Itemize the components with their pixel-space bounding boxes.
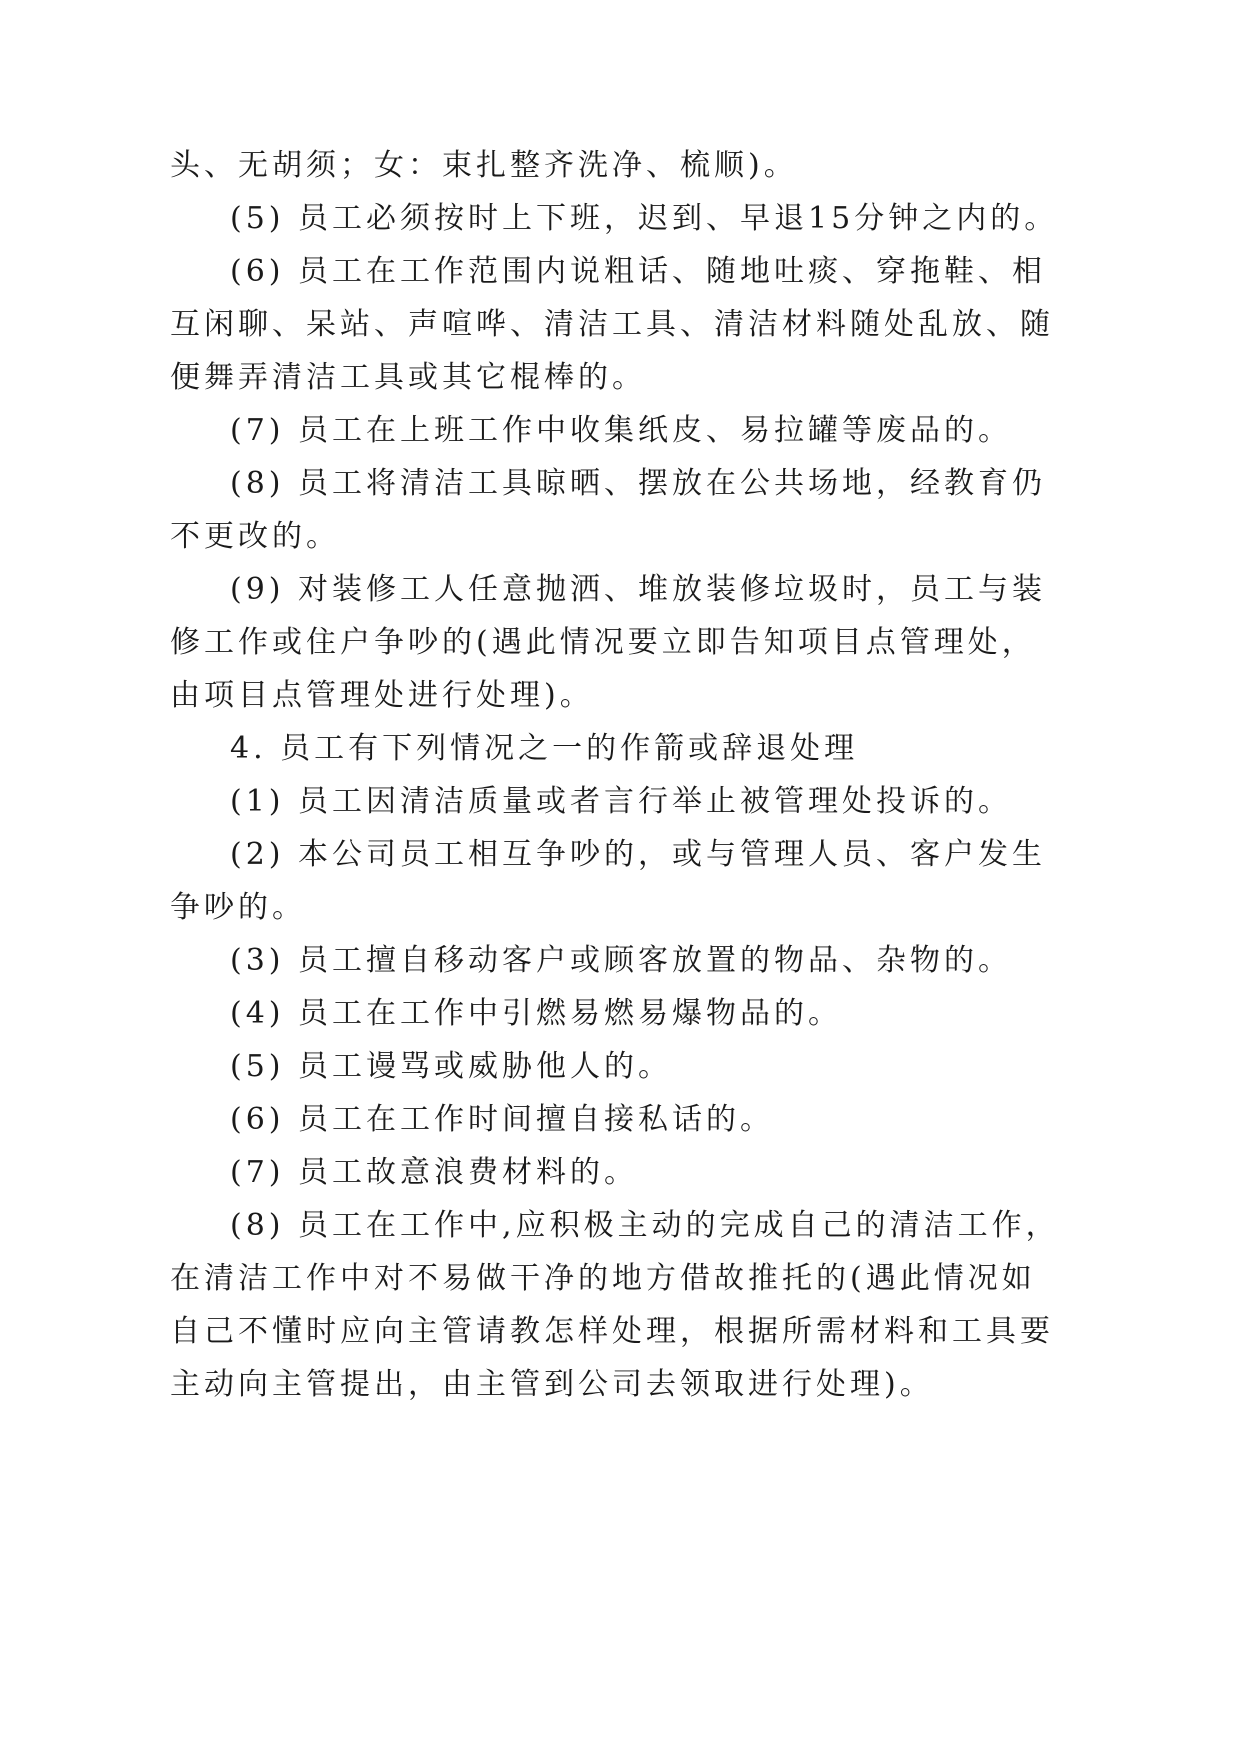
text-line: 修工作或住户争吵的(遇此情况要立即告知项目点管理处， (170, 625, 1036, 660)
text-line: (7) 员工在上班工作中收集纸皮、易拉罐等废品的。 (230, 413, 1013, 448)
text-line: (5) 员工必须按时上下班，迟到、早退15分钟之内的。 (230, 201, 1059, 236)
text-line: (1) 员工因清洁质量或者言行举止被管理处投诉的。 (230, 784, 1013, 819)
text-line: 主动向主管提出，由主管到公司去领取进行处理)。 (170, 1367, 934, 1402)
text-line: (6) 员工在工作时间擅自接私话的。 (230, 1102, 775, 1137)
text-line: (8) 员工将清洁工具晾晒、摆放在公共场地，经教育仍 (230, 466, 1047, 501)
text-line: 互闲聊、呆站、声喧哗、清洁工具、清洁材料随处乱放、随 (170, 307, 1054, 342)
text-line: (4) 员工在工作中引燃易燃易爆物品的。 (230, 996, 843, 1031)
text-line: (8) 员工在工作中,应积极主动的完成自己的清洁工作， (230, 1208, 1060, 1243)
text-line: 争吵的。 (170, 890, 306, 925)
text-line: 头、无胡须；女：束扎整齐洗净、梳顺)。 (170, 148, 798, 183)
text-line: (5) 员工谩骂或威胁他人的。 (230, 1049, 673, 1084)
text-line: 在清洁工作中对不易做干净的地方借故推托的(遇此情况如 (170, 1261, 1036, 1296)
text-line: (3) 员工擅自移动客户或顾客放置的物品、杂物的。 (230, 943, 1013, 978)
text-line: (6) 员工在工作范围内说粗话、随地吐痰、穿拖鞋、相 (230, 254, 1047, 289)
text-line: 由项目点管理处进行处理)。 (170, 678, 594, 713)
text-line: (2) 本公司员工相互争吵的，或与管理人员、客户发生 (230, 837, 1047, 872)
text-line: 便舞弄清洁工具或其它棍棒的。 (170, 360, 646, 395)
text-line: 自己不懂时应向主管请教怎样处理，根据所需材料和工具要 (170, 1314, 1054, 1349)
section-heading: 4. 员工有下列情况之一的作箭或辞退处理 (230, 731, 859, 766)
text-line: (9) 对装修工人任意抛洒、堆放装修垃圾时，员工与装 (230, 572, 1047, 607)
text-line: 不更改的。 (170, 519, 340, 554)
text-line: (7) 员工故意浪费材料的。 (230, 1155, 639, 1190)
